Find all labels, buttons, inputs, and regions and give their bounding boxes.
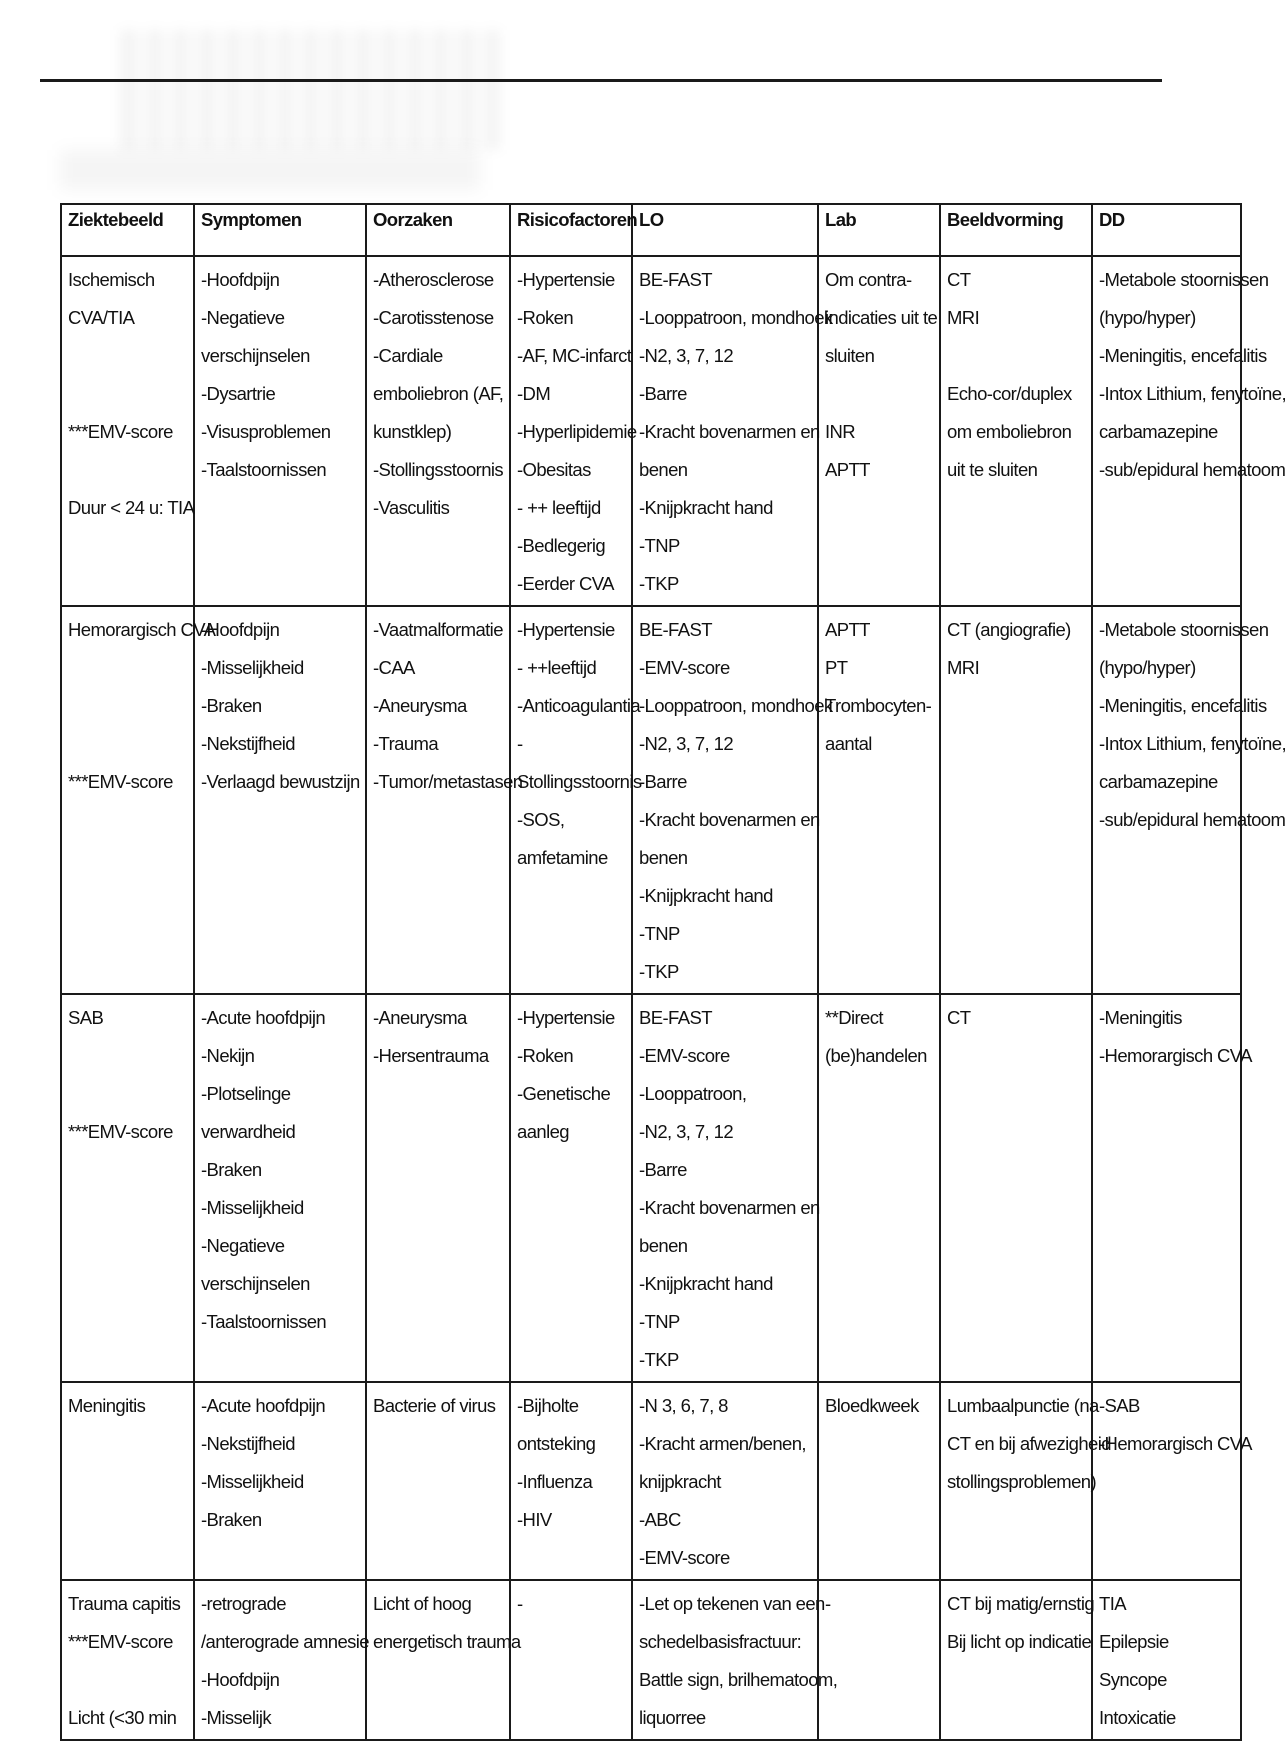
cell-line: (hypo/hyper)	[1099, 657, 1196, 678]
cell-line: -Kracht bovenarmen en	[639, 809, 820, 830]
cell-line: benen	[639, 847, 688, 868]
cell-line: -Nekstijfheid	[201, 1433, 295, 1454]
cell-line: Hemorargisch CVA	[68, 619, 216, 640]
cell-line: -N2, 3, 7, 12	[639, 733, 734, 754]
cell-line: -Hemorargisch CVA	[1099, 1433, 1252, 1454]
table-row	[61, 256, 1241, 606]
cell-line: -Anticoagulantia	[517, 695, 641, 716]
cell-line: BE-FAST	[639, 1007, 712, 1028]
cell-line: Trauma capitis	[68, 1593, 181, 1614]
cell-line: -Dysartrie	[201, 383, 276, 404]
cell-risicofactoren	[510, 994, 632, 1382]
cell-line: -Negatieve	[201, 307, 285, 328]
cell-ziektebeeld	[61, 1580, 194, 1740]
cell-line: -Looppatroon, mondhoek	[639, 307, 833, 328]
cell-line: schedelbasisfractuur:	[639, 1631, 802, 1652]
cell-line: -Barre	[639, 771, 687, 792]
column-header-beeldvorming: Beeldvorming	[940, 204, 1092, 256]
cell-line: SAB	[68, 1007, 104, 1028]
column-header-risicofactoren: Risicofactoren	[510, 204, 632, 256]
cell-line: ontsteking	[517, 1433, 596, 1454]
cell-risicofactoren	[510, 256, 637, 606]
cell-line: -Visusproblemen	[201, 421, 331, 442]
cell-line: TIA	[1099, 1593, 1126, 1614]
cell-oorzaken	[366, 1382, 510, 1580]
cell-line: INR	[825, 421, 856, 442]
cell-line: -Intox Lithium, fenytoïne,	[1099, 733, 1286, 754]
cell-risicofactoren	[510, 606, 642, 994]
cell-beeldvorming	[940, 1580, 1095, 1740]
cell-line: -Nekstijfheid	[201, 733, 295, 754]
table-row	[61, 1382, 1241, 1580]
cell-line: -Influenza	[517, 1471, 593, 1492]
cell-line: -sub/epidural hematoom	[1099, 809, 1286, 830]
cell-line: Epilepsie	[1099, 1631, 1169, 1652]
cell-line: -Bedlegerig	[517, 535, 606, 556]
cell-line: -EMV-score	[639, 657, 730, 678]
cell-line: -Eerder CVA	[517, 573, 614, 594]
cell-line: -ABC	[639, 1509, 681, 1530]
cell-beeldvorming	[940, 994, 1092, 1382]
cell-line: -Metabole stoornissen	[1099, 269, 1269, 290]
cell-line: -Looppatroon, mondhoek	[639, 695, 833, 716]
cell-line: -Carotisstenose	[373, 307, 494, 328]
cell-line: -SAB	[1099, 1395, 1140, 1416]
cell-line: om emboliebron	[947, 421, 1072, 442]
cell-oorzaken	[366, 606, 523, 994]
cell-line: -sub/epidural hematoom	[1099, 459, 1286, 480]
cell-line: (hypo/hyper)	[1099, 307, 1196, 328]
cell-line: -Aneurysma	[373, 1007, 467, 1028]
cell-line: -Misselijk	[201, 1707, 272, 1728]
cell-line: -TKP	[639, 573, 679, 594]
cell-line: Duur < 24 u: TIA	[68, 497, 195, 518]
cell-line: amfetamine	[517, 847, 608, 868]
cell-line: Syncope	[1099, 1669, 1167, 1690]
blank-line	[68, 451, 187, 489]
cell-line: -Braken	[201, 1159, 262, 1180]
cell-ziektebeeld	[61, 606, 216, 994]
cell-line: -Hoofdpijn	[201, 619, 280, 640]
cell-line: -Meningitis, encefalitis	[1099, 345, 1267, 366]
cell-dd	[1092, 606, 1286, 994]
cell-line: -Aneurysma	[373, 695, 467, 716]
cell-line: -Hyperlipidemie	[517, 421, 637, 442]
cell-line: -N2, 3, 7, 12	[639, 345, 734, 366]
cell-line: -Kracht armen/benen,	[639, 1433, 806, 1454]
cell-line: -N2, 3, 7, 12	[639, 1121, 734, 1142]
cell-line: -Metabole stoornissen	[1099, 619, 1269, 640]
cell-lo	[632, 1382, 818, 1580]
column-header-lo: LO	[632, 204, 818, 256]
faded-title-watermark	[120, 30, 500, 150]
table-row	[61, 1580, 1241, 1740]
cell-line: -Knijpkracht hand	[639, 497, 773, 518]
cell-line: /anterograde amnesie	[201, 1631, 369, 1652]
cell-line: -Acute hoofdpijn	[201, 1395, 326, 1416]
cell-line: -Negatieve	[201, 1235, 285, 1256]
cell-line: ***EMV-score	[68, 1631, 173, 1652]
cell-line: MRI	[947, 307, 980, 328]
cell-symptomen	[194, 1580, 369, 1740]
cell-line: benen	[639, 1235, 688, 1256]
table-row	[61, 606, 1241, 994]
cell-line: BE-FAST	[639, 619, 712, 640]
cell-line: -	[517, 733, 523, 754]
cell-line: -TNP	[639, 923, 680, 944]
table-row	[61, 994, 1241, 1382]
cell-line: kunstklep)	[373, 421, 452, 442]
cell-dd	[1092, 1382, 1252, 1580]
cell-line: - ++leeftijd	[517, 657, 597, 678]
cell-line: -Taalstoornissen	[201, 459, 327, 480]
cell-line: -Misselijkheid	[201, 1471, 304, 1492]
cell-line: -Hoofdpijn	[201, 1669, 280, 1690]
cell-line: APTT	[825, 619, 870, 640]
cell-line: carbamazepine	[1099, 421, 1218, 442]
blank-line	[68, 687, 187, 725]
cell-line: liquorree	[639, 1707, 706, 1728]
cell-line: -Hypertensie	[517, 1007, 615, 1028]
cell-line: aantal	[825, 733, 872, 754]
column-header-lab: Lab	[818, 204, 940, 256]
cell-line: Intoxicatie	[1099, 1707, 1176, 1728]
cell-line: -CAA	[373, 657, 415, 678]
blank-line	[68, 375, 187, 413]
cell-line: -Genetische	[517, 1083, 611, 1104]
cell-line: MRI	[947, 657, 980, 678]
cell-line: ***EMV-score	[68, 421, 173, 442]
cell-lab	[818, 1580, 940, 1740]
cell-line: -AF, MC-infarct	[517, 345, 632, 366]
cell-risicofactoren	[510, 1382, 632, 1580]
cell-line: sluiten	[825, 345, 875, 366]
cell-symptomen	[194, 1382, 366, 1580]
cell-dd	[1092, 1580, 1241, 1740]
cell-line: -	[825, 1593, 831, 1614]
cell-line: Battle sign, brilhematoom,	[639, 1669, 838, 1690]
cell-line: -Hoofdpijn	[201, 269, 280, 290]
cell-line: BE-FAST	[639, 269, 712, 290]
cell-line: -Vaatmalformatie	[373, 619, 503, 640]
cell-line: -TKP	[639, 961, 679, 982]
cell-line: -SOS,	[517, 809, 565, 830]
cell-line: -Looppatroon,	[639, 1083, 747, 1104]
cell-oorzaken	[366, 256, 510, 606]
cell-line: Licht of hoog	[373, 1593, 472, 1614]
cell-line: -DM	[517, 383, 551, 404]
cell-line: -EMV-score	[639, 1045, 730, 1066]
cell-line: -Atherosclerose	[373, 269, 494, 290]
cell-line: -Misselijkheid	[201, 657, 304, 678]
cell-line: verwardheid	[201, 1121, 296, 1142]
cell-line: CT en bij afwezigheid	[947, 1433, 1111, 1454]
cell-line: Stollingsstoornis	[517, 771, 642, 792]
cell-lo	[632, 1580, 838, 1740]
cell-line: -Knijpkracht hand	[639, 885, 773, 906]
cell-line: CT	[947, 1007, 971, 1028]
cell-dd	[1092, 256, 1286, 606]
cell-beeldvorming	[940, 256, 1092, 606]
cell-line: -Taalstoornissen	[201, 1311, 327, 1332]
cell-line: Trombocyten-	[825, 695, 932, 716]
cell-line: knijpkracht	[639, 1471, 721, 1492]
cell-line: -Kracht bovenarmen en	[639, 1197, 820, 1218]
cell-risicofactoren	[510, 1580, 632, 1740]
cell-line: CVA/TIA	[68, 307, 135, 328]
cell-line: -HIV	[517, 1509, 552, 1530]
cell-lo	[632, 606, 833, 994]
cell-line: -Nekijn	[201, 1045, 255, 1066]
cell-line: -TNP	[639, 535, 680, 556]
cell-line: Bij licht op indicatie	[947, 1631, 1092, 1652]
cell-beeldvorming	[940, 1382, 1111, 1580]
cell-line: ***EMV-score	[68, 1121, 173, 1142]
cell-line: PT	[825, 657, 848, 678]
cell-line: stollingsproblemen)	[947, 1471, 1097, 1492]
cell-line: -Barre	[639, 1159, 687, 1180]
cell-line: CT bij matig/ernstig	[947, 1593, 1095, 1614]
cell-line: -Vasculitis	[373, 497, 450, 518]
cell-dd	[1092, 994, 1252, 1382]
cell-lab	[818, 256, 940, 606]
cell-line: verschijnselen	[201, 1273, 310, 1294]
blank-line	[68, 649, 187, 687]
cell-lab	[818, 1382, 940, 1580]
cell-ziektebeeld	[61, 994, 194, 1382]
blank-line	[68, 337, 187, 375]
cell-lo	[632, 256, 833, 606]
cell-line: -Obesitas	[517, 459, 591, 480]
cell-line: -Tumor/metastasen	[373, 771, 523, 792]
cell-symptomen	[194, 994, 366, 1382]
cell-line: uit te sluiten	[947, 459, 1038, 480]
cell-line: APTT	[825, 459, 870, 480]
cell-line: indicaties uit te	[825, 307, 938, 328]
cell-line: -Misselijkheid	[201, 1197, 304, 1218]
faded-subtitle-watermark	[60, 150, 480, 190]
cell-line: Ischemisch	[68, 269, 155, 290]
cell-line: benen	[639, 459, 688, 480]
blank-line	[68, 1661, 187, 1699]
column-header-oorzaken: Oorzaken	[366, 204, 510, 256]
cell-line: -Barre	[639, 383, 687, 404]
cell-lo	[632, 994, 818, 1382]
cell-line: CT (angiografie)	[947, 619, 1071, 640]
cell-oorzaken	[366, 1580, 521, 1740]
column-header-dd: DD	[1092, 204, 1241, 256]
cell-oorzaken	[366, 994, 510, 1382]
cell-line: verschijnselen	[201, 345, 310, 366]
cell-line: -Roken	[517, 307, 574, 328]
cell-line: -Acute hoofdpijn	[201, 1007, 326, 1028]
cell-line: -Braken	[201, 695, 262, 716]
table-body	[61, 256, 1286, 1740]
cell-line: -Stollingsstoornis	[373, 459, 504, 480]
cell-line: Licht (<30 min	[68, 1707, 177, 1728]
cell-line: -Plotselinge	[201, 1083, 291, 1104]
column-header-symptomen: Symptomen	[194, 204, 366, 256]
cell-ziektebeeld	[61, 1382, 194, 1580]
cell-line: energetisch trauma	[373, 1631, 521, 1652]
cell-line: Bacterie of virus	[373, 1395, 496, 1416]
cell-line: -Intox Lithium, fenytoïne,	[1099, 383, 1286, 404]
blank-line	[68, 1075, 187, 1113]
cell-line: -Hersentrauma	[373, 1045, 489, 1066]
cell-line: -Roken	[517, 1045, 574, 1066]
cell-line: -Meningitis, encefalitis	[1099, 695, 1267, 716]
cell-line: -Bijholte	[517, 1395, 579, 1416]
cell-line: -Let op tekenen van een	[639, 1593, 825, 1614]
blank-line	[947, 337, 1085, 375]
cell-line: (be)handelen	[825, 1045, 927, 1066]
cell-line: -TNP	[639, 1311, 680, 1332]
cell-symptomen	[194, 606, 366, 994]
cell-line: -Hemorargisch CVA	[1099, 1045, 1252, 1066]
cell-line: -Kracht bovenarmen en	[639, 421, 820, 442]
cell-line: -Cardiale	[373, 345, 443, 366]
blank-line	[68, 725, 187, 763]
cell-line: ***EMV-score	[68, 771, 173, 792]
cell-line: -Knijpkracht hand	[639, 1273, 773, 1294]
cell-line: -Braken	[201, 1509, 262, 1530]
header-rule	[40, 79, 1162, 82]
cell-line: -	[517, 1593, 523, 1614]
cell-line: Lumbaalpunctie (na	[947, 1395, 1099, 1416]
cell-line: -TKP	[639, 1349, 679, 1370]
cell-line: -Meningitis	[1099, 1007, 1182, 1028]
cell-line: -Hypertensie	[517, 269, 615, 290]
cell-line: -Trauma	[373, 733, 439, 754]
cell-line: -N 3, 6, 7, 8	[639, 1395, 728, 1416]
column-header-ziektebeeld: Ziektebeeld	[61, 204, 194, 256]
cell-lab	[818, 606, 940, 994]
cell-line: Bloedkweek	[825, 1395, 919, 1416]
cell-line: Om contra-	[825, 269, 912, 290]
cell-line: **Direct	[825, 1007, 883, 1028]
cell-line: Echo-cor/duplex	[947, 383, 1072, 404]
cell-line: -retrograde	[201, 1593, 286, 1614]
cell-line: - ++ leeftijd	[517, 497, 601, 518]
cell-symptomen	[194, 256, 366, 606]
blank-line	[68, 1037, 187, 1075]
cell-line: CT	[947, 269, 971, 290]
cell-beeldvorming	[940, 606, 1092, 994]
cell-line: Meningitis	[68, 1395, 146, 1416]
blank-line	[825, 375, 933, 413]
table-container	[60, 203, 1286, 1728]
cell-line: aanleg	[517, 1121, 569, 1142]
cell-lab	[818, 994, 940, 1382]
cell-line: -Verlaagd bewustzijn	[201, 771, 360, 792]
table-header-row	[61, 204, 1241, 256]
cell-line: emboliebron (AF,	[373, 383, 504, 404]
cell-ziektebeeld	[61, 256, 194, 606]
cell-line: carbamazepine	[1099, 771, 1218, 792]
disease-overview-table	[60, 203, 1286, 1741]
cell-line: -Hypertensie	[517, 619, 615, 640]
cell-line: -EMV-score	[639, 1547, 730, 1568]
